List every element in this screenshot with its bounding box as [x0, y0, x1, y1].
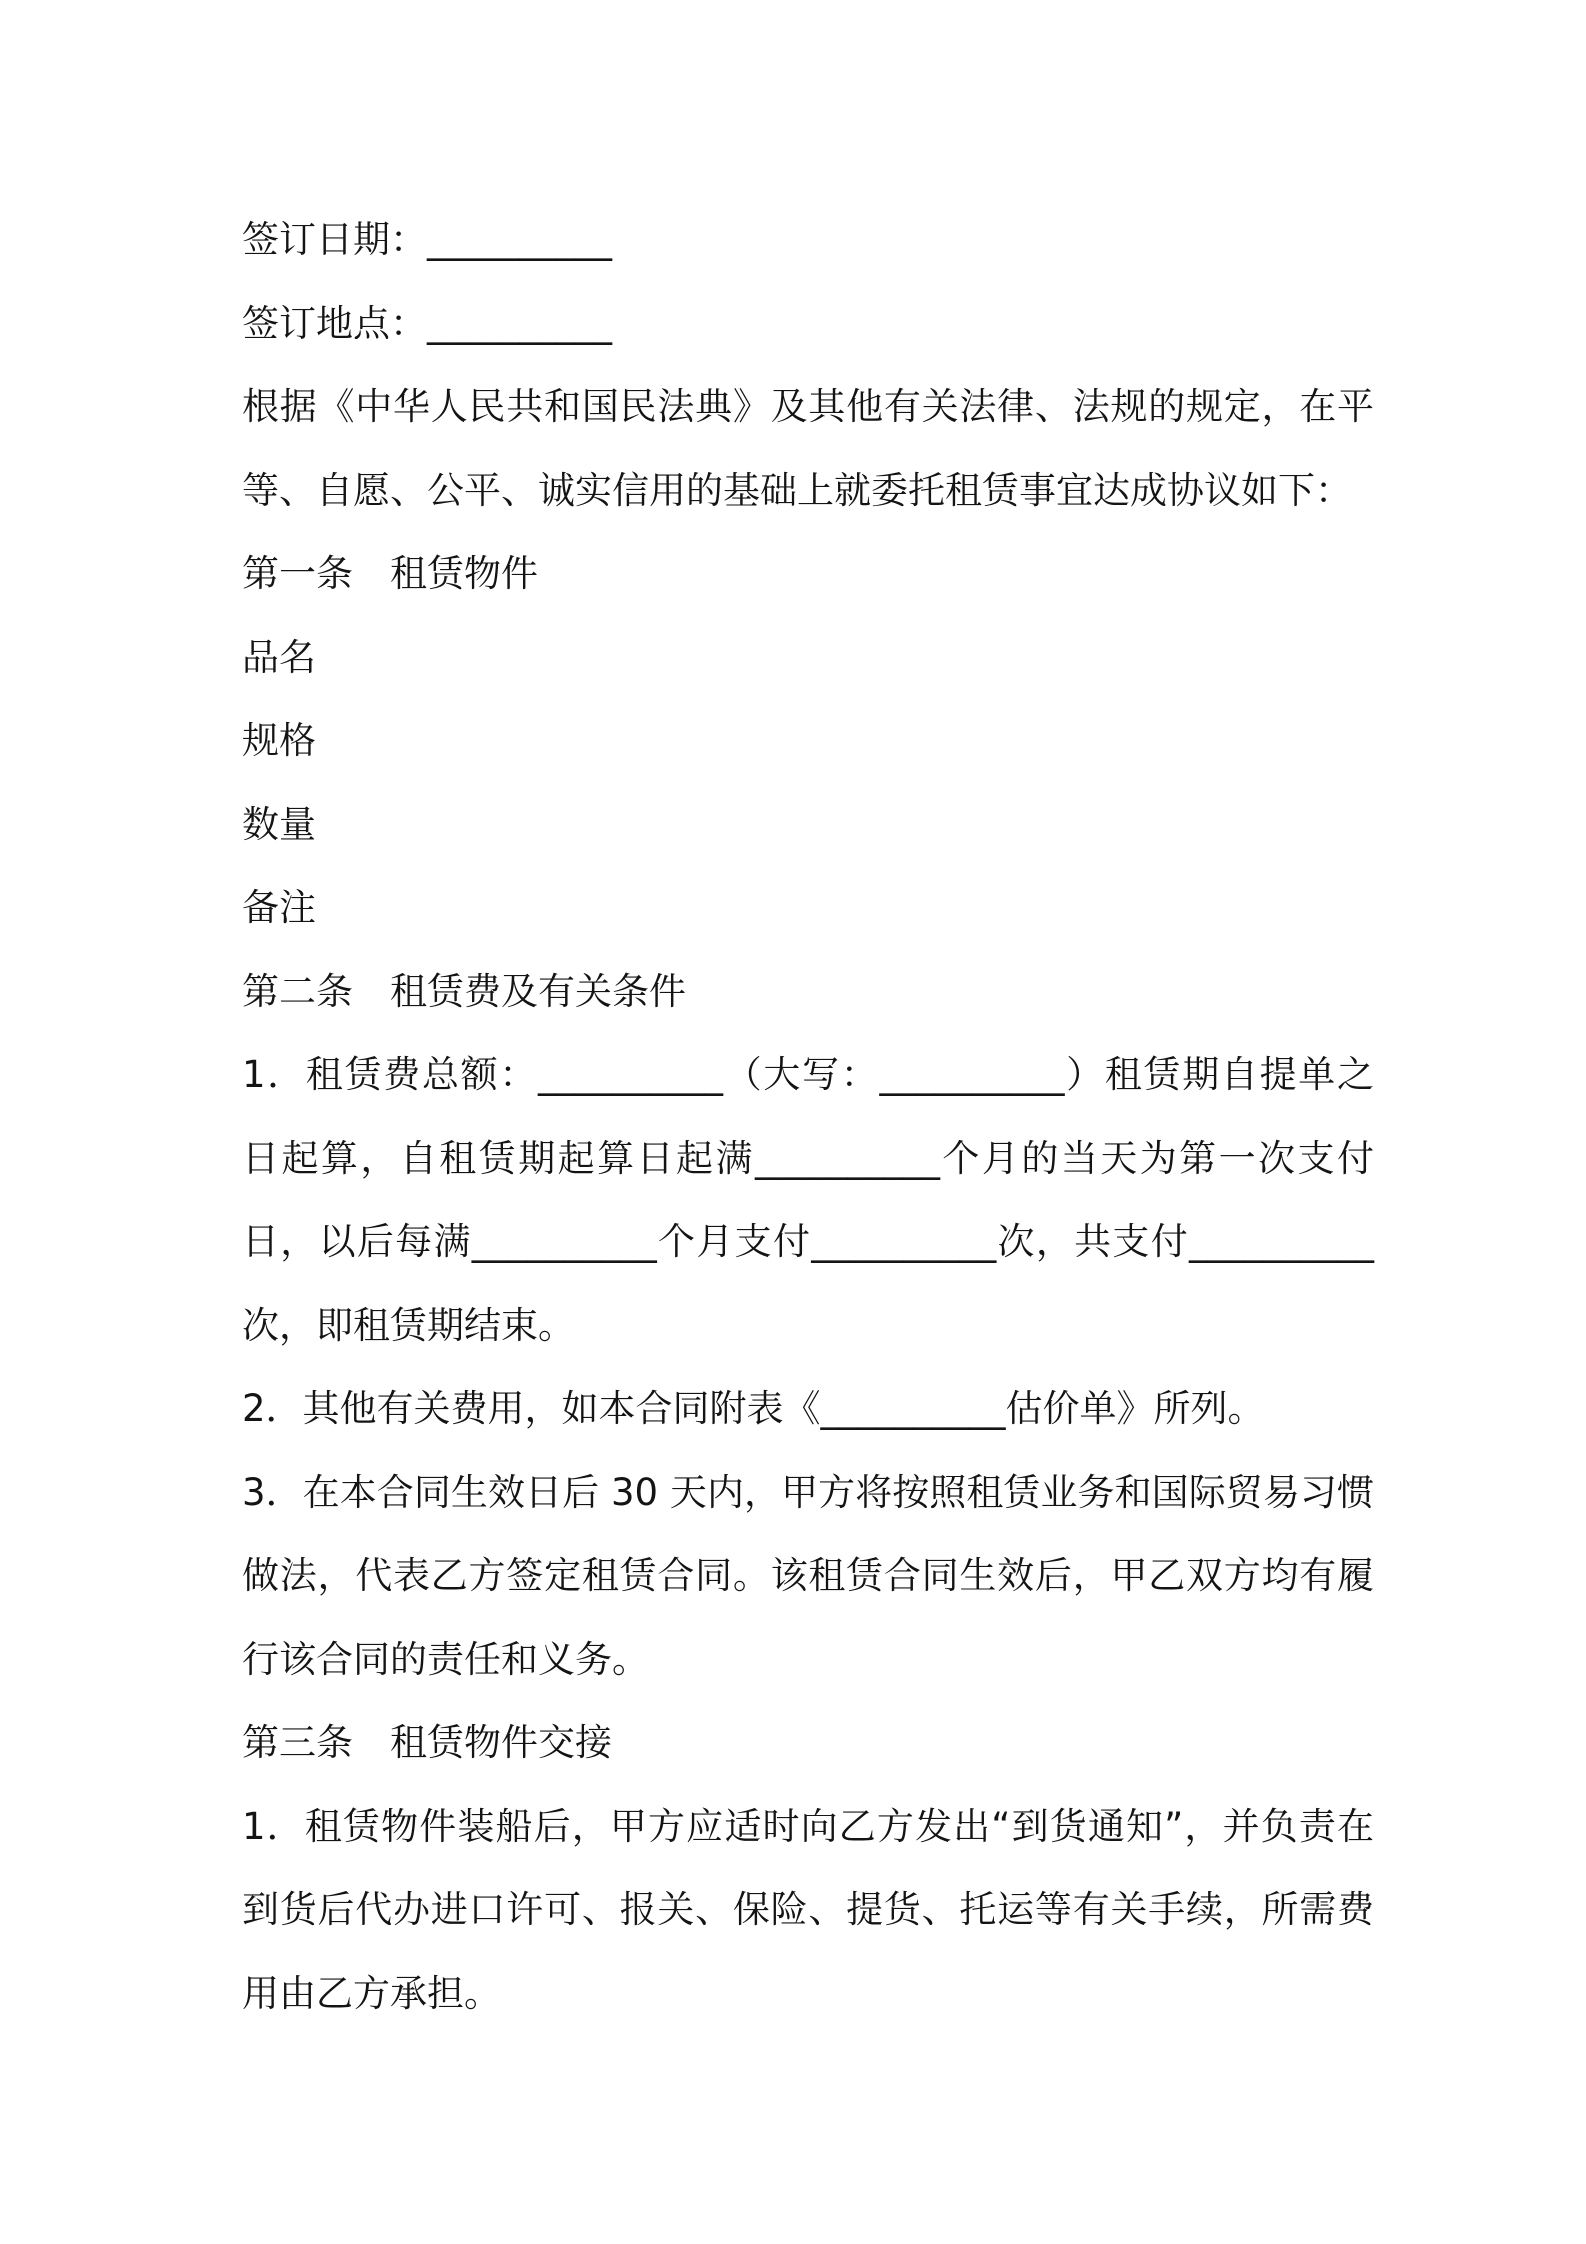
article-3-clause-1: 1．租赁物件装船后，甲方应适时向乙方发出“到货通知”，并负责在到货后代办进口许可、报关、保险、提货、托运等有关手续，所需费用由乙方承担。 [242, 1804, 1374, 2015]
contract-body [242, 198, 1374, 2035]
article-1-item-spec: 规格 [242, 719, 316, 762]
article-2-heading: 第二条 租赁费及有关条件 [242, 969, 686, 1013]
article-1-item-remarks: 备注 [242, 886, 316, 929]
signing-date-line: 签订日期：__________ [242, 218, 612, 261]
article-2-clause-2: 2．其他有关费用，如本合同附表《__________估价单》所列。 [242, 1387, 1265, 1430]
article-3-heading: 第三条 租赁物件交接 [242, 1721, 612, 1764]
article-1-heading: 第一条 租赁物件 [242, 552, 538, 595]
article-2-clause-1: 1．租赁费总额：__________（大写：__________）租赁期自提单之日起算，自租赁期起算日起满__________个月的当天为第一次支付日，以后每满__________个月支付__________次，共支付__________次，即租赁期结束。 [242, 1053, 1374, 1347]
article-1-item-name: 品名 [242, 635, 316, 679]
signing-place-line: 签订地点：__________ [242, 301, 612, 345]
article-1-item-quantity: 数量 [242, 802, 316, 846]
article-2-clause-3: 3．在本合同生效日后 30 天内，甲方将按照租赁业务和国际贸易习惯做法，代表乙方签定租赁合同。该租赁合同生效后，甲乙双方均有履行该合同的责任和义务。 [242, 1470, 1374, 1681]
preamble-paragraph: 根据《中华人民共和国民法典》及其他有关法律、法规的规定，在平等、自愿、公平、诚实信用的基础上就委托租赁事宜达成协议如下： [242, 385, 1374, 512]
